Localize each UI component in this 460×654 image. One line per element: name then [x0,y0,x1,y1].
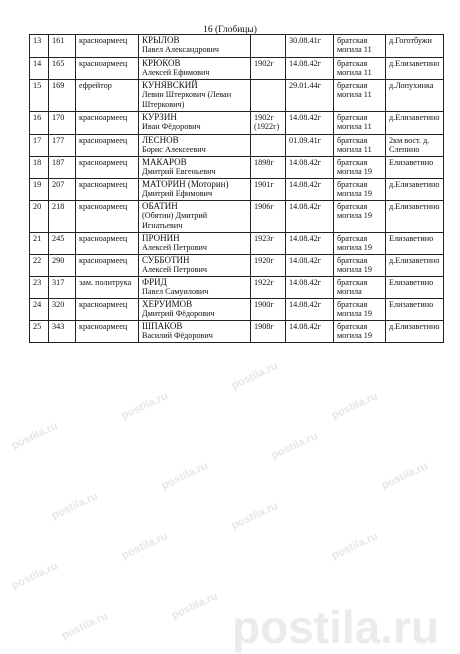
table-row [30,201,444,233]
cell-death: 14.08.42г [286,179,334,201]
given-names: Алексей Петрович [142,265,207,275]
table-row [30,255,444,277]
cell-death: 14.08.42г [286,58,334,80]
watermark-mark: postila.ru [329,390,380,422]
cell-place: д.Елизаветино [386,179,444,201]
cell-place: д.Елизаветино [386,112,444,135]
watermark-mark: postila.ru [229,360,280,392]
surname: ХЕРУИМОВ [142,299,193,309]
given-names: Борис Алексеевич [142,145,206,155]
cell-burial: братская могила 19 [334,157,386,179]
surname: ЛЕСНОВ [142,135,179,145]
cell-id: 187 [49,157,76,179]
cell-id: 177 [49,135,76,157]
cell-rank: красноармеец [76,157,139,179]
given-names: Левин Штеркович (Леван Штеркович) [142,90,232,109]
cell-burial: братская могила 11 [334,135,386,157]
table-row [30,299,444,321]
cell-birth: 1923г [251,233,286,255]
cell-birth: 1901г [251,179,286,201]
watermark-mark: postila.ru [329,530,380,562]
cell-burial: братская могила 11 [334,80,386,112]
cell-id: 218 [49,201,76,233]
surname: КУНЯВСКИЙ [142,80,198,90]
cell-death: 14.08.42г [286,157,334,179]
cell-num: 14 [30,58,49,80]
cell-rank: красноармеец [76,299,139,321]
surname: ОБАТИН [142,201,178,211]
cell-birth: 1902г (1922г) [251,112,286,135]
cell-num: 19 [30,179,49,201]
given-names: Дмитрий Евгеньевич [142,167,216,177]
surname: КРЮКОВ [142,58,181,68]
cell-death: 14.08.42г [286,201,334,233]
watermark-mark: postila.ru [49,490,100,522]
cell-id: 317 [49,277,76,299]
cell-place: Елизаветино [386,233,444,255]
cell-rank: красноармеец [76,112,139,135]
watermark-brand: postila.ru [232,601,440,653]
cell-place: д.Гоготбужи [386,35,444,58]
cell-place: д.Елизаветино [386,58,444,80]
table-row [30,135,444,157]
cell-birth: 1898г [251,157,286,179]
cell-rank: красноармеец [76,201,139,233]
cell-id: 165 [49,58,76,80]
table-row [30,58,444,80]
cell-fullname [139,80,251,112]
cell-place: 2км вост. д. Слепино [386,135,444,157]
cell-birth: 1900г [251,299,286,321]
cell-num: 20 [30,201,49,233]
watermark-mark: postila.ru [229,500,280,532]
cell-id: 290 [49,255,76,277]
cell-burial: братская могила 11 [334,35,386,58]
cell-burial: братская могила 19 [334,179,386,201]
cell-num: 18 [30,157,49,179]
cell-place: д.Лопухинка [386,80,444,112]
cell-burial: братская могила 19 [334,321,386,343]
cell-birth: 1922г [251,277,286,299]
cell-rank: красноармеец [76,255,139,277]
table-body [30,35,444,343]
cell-num: 24 [30,299,49,321]
cell-fullname [139,135,251,157]
cell-rank: красноармеец [76,179,139,201]
cell-fullname [139,201,251,233]
watermark-mark: postila.ru [119,390,170,422]
table-row [30,112,444,135]
given-names: Дмитрий Ефимович [142,189,213,199]
surname: МАТОРИН (Моторин) [142,179,229,189]
cell-rank: красноармеец [76,58,139,80]
burial-list-table [29,34,444,343]
cell-fullname [139,179,251,201]
cell-fullname [139,112,251,135]
watermark-mark: postila.ru [269,430,320,462]
cell-death: 01.09.41г [286,135,334,157]
cell-death: 29.01.44г [286,80,334,112]
surname: КРЫЛОВ [142,35,180,45]
cell-birth: 1906г [251,201,286,233]
cell-burial: братская могила 19 [334,255,386,277]
page-title: 16 (Глобицы) [203,25,257,35]
cell-death: 14.08.42г [286,233,334,255]
watermark-mark: postila.ru [169,590,220,622]
cell-place: Елизаветино [386,299,444,321]
given-names: Алексей Петрович [142,243,207,253]
surname: КУРЗИН [142,112,177,122]
watermark-mark: postila.ru [59,610,110,642]
cell-burial: братская могила 19 [334,201,386,233]
cell-burial: братская могила 19 [334,299,386,321]
cell-place: д.Елизаветино [386,255,444,277]
given-names: Василий Фёдорович [142,331,213,341]
cell-fullname [139,157,251,179]
given-names: Павел Самуилович [142,287,209,297]
cell-num: 22 [30,255,49,277]
cell-place: Елизаветино [386,157,444,179]
cell-id: 161 [49,35,76,58]
cell-id: 170 [49,112,76,135]
surname: МАКАРОВ [142,157,187,167]
table-row [30,157,444,179]
cell-id: 207 [49,179,76,201]
cell-fullname [139,35,251,58]
given-names: Иван Фёдорович [142,122,201,132]
watermark-mark: postila.ru [379,460,430,492]
given-names: Алексей Ефимович [142,68,210,78]
table-row [30,233,444,255]
cell-rank: красноармеец [76,321,139,343]
cell-death: 30.08.41г [286,35,334,58]
watermark-mark: postila.ru [119,530,170,562]
cell-num: 17 [30,135,49,157]
cell-death: 14.08.42г [286,112,334,135]
cell-burial: братская могила 19 [334,233,386,255]
watermark-mark: postila.ru [9,560,60,592]
cell-fullname [139,277,251,299]
cell-num: 25 [30,321,49,343]
cell-fullname [139,255,251,277]
cell-rank: красноармеец [76,233,139,255]
cell-rank: красноармеец [76,135,139,157]
cell-id: 245 [49,233,76,255]
cell-num: 16 [30,112,49,135]
cell-burial: братская могила [334,277,386,299]
table-row [30,179,444,201]
surname: СУББОТИН [142,255,190,265]
surname: ФРИД [142,277,167,287]
cell-death: 14.08.42г [286,277,334,299]
cell-id: 343 [49,321,76,343]
cell-burial: братская могила 11 [334,112,386,135]
cell-birth [251,80,286,112]
cell-fullname [139,58,251,80]
cell-id: 169 [49,80,76,112]
cell-fullname [139,233,251,255]
table-row [30,321,444,343]
cell-num: 21 [30,233,49,255]
cell-num: 15 [30,80,49,112]
cell-birth [251,135,286,157]
watermark-mark: postila.ru [159,460,210,492]
cell-id: 320 [49,299,76,321]
cell-birth: 1908г [251,321,286,343]
surname: ШПАКОВ [142,321,183,331]
table-row [30,35,444,58]
cell-place: д.Елизаветино [386,321,444,343]
cell-fullname [139,321,251,343]
cell-death: 14.08.42г [286,255,334,277]
cell-death: 14.08.42г [286,299,334,321]
given-names: Павел Александрович [142,45,220,55]
cell-rank: красноармеец [76,35,139,58]
given-names: Дмитрий Фёдорович [142,309,215,319]
cell-birth [251,35,286,58]
cell-num: 13 [30,35,49,58]
cell-rank: ефрейтор [76,80,139,112]
cell-birth: 1902г [251,58,286,80]
cell-num: 23 [30,277,49,299]
given-names: (Обятин) Дмитрий Игнатьевич [142,211,208,230]
surname: ПРОНИН [142,233,180,243]
watermark-mark: postila.ru [9,420,60,452]
cell-rank: зам. политрука [76,277,139,299]
cell-place: д.Елизаветино [386,201,444,233]
cell-place: Елизаветино [386,277,444,299]
cell-burial: братская могила 11 [334,58,386,80]
cell-death: 14.08.42г [286,321,334,343]
table-row [30,80,444,112]
cell-fullname [139,299,251,321]
table-row [30,277,444,299]
cell-birth: 1920г [251,255,286,277]
